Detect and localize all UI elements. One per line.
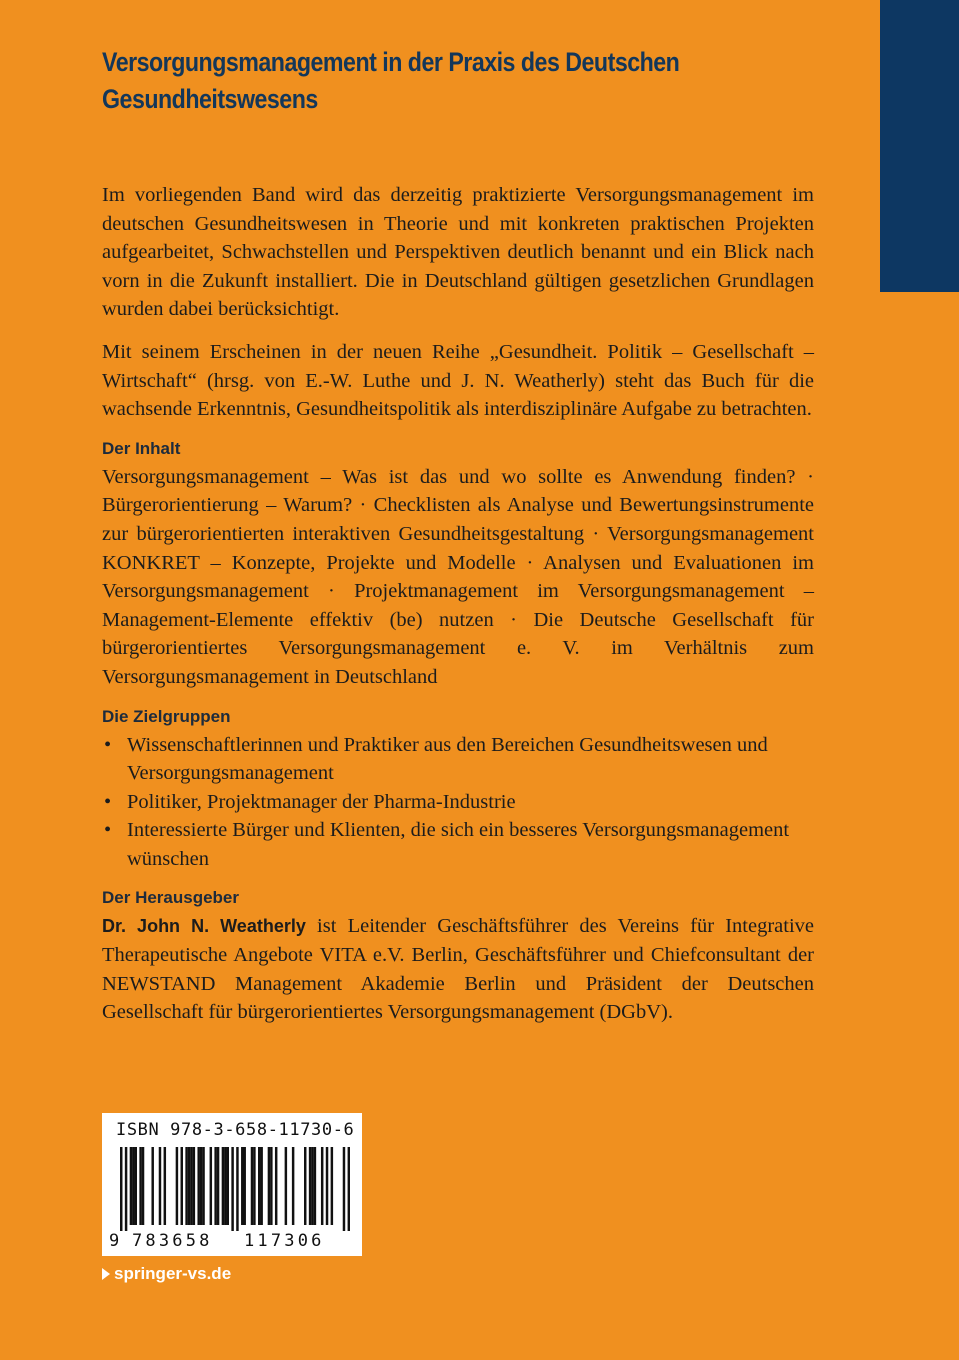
isbn-label: ISBN 978-3-658-11730-6	[116, 1120, 355, 1140]
isbn-barcode	[102, 1113, 362, 1256]
editor-name: Dr. John N. Weatherly	[102, 916, 306, 937]
barcode-bar	[270, 1147, 272, 1225]
editor-bio	[102, 912, 814, 1026]
editor-heading: Der Herausgeber	[102, 888, 240, 908]
intro-paragraph-1: Im vorliegenden Band wird das derzeitig praktizierte Versorgungsmanagement im deutschen Gesundheitswesen in Theorie und mit konkreten praktischen Projekten aufgearbeitet, Schwachstellen und Perspektiven deutlich benannt und ein Blick nach vorn in die Zukunft installiert. Die in Deutschland gültigen gesetzlichen Grundlagen wurden dabei berücksichtigt.	[102, 184, 814, 321]
book-title: Versorgungsmanagement in der Praxis des Deutschen Gesundheitswesens	[102, 47, 680, 114]
barcode-bar	[125, 1147, 127, 1231]
barcode-bar	[348, 1147, 350, 1231]
list-item	[102, 816, 814, 873]
barcode-bar	[326, 1147, 328, 1225]
audience-heading: Die Zielgruppen	[102, 706, 231, 726]
barcode-bar	[159, 1147, 161, 1225]
barcode-bar	[241, 1147, 243, 1225]
bullet-icon: •	[104, 819, 112, 842]
barcode-bar	[142, 1147, 144, 1225]
list-item	[102, 788, 814, 817]
barcode-bar	[292, 1147, 294, 1225]
bullet-icon: •	[104, 790, 112, 813]
arrow-right-icon	[102, 1268, 110, 1280]
barcode-bar	[222, 1147, 224, 1225]
barcode-bar	[139, 1147, 141, 1225]
list-item-text: Wissenschaftlerinnen und Praktiker aus den Bereichen Gesundheitswesen und Versorgungsmanagement	[127, 733, 768, 785]
barcode-right-digits: 117306	[244, 1231, 325, 1251]
website-label: springer-vs.de	[114, 1264, 232, 1283]
barcode-bar	[135, 1147, 137, 1225]
bullet-icon: •	[104, 733, 112, 756]
audience-list	[102, 731, 814, 874]
contents-heading: Der Inhalt	[102, 438, 181, 458]
barcode-bar	[311, 1147, 313, 1225]
spine-accent-bar	[880, 0, 959, 292]
barcode-bar	[253, 1147, 255, 1225]
barcode-bar	[309, 1147, 311, 1225]
barcode-bar	[188, 1147, 190, 1225]
barcode-bar	[130, 1147, 132, 1225]
barcode-bar	[227, 1147, 229, 1225]
barcode-bar	[197, 1147, 199, 1225]
barcode-bar	[251, 1147, 253, 1225]
barcode-bar	[331, 1147, 333, 1225]
back-cover-content	[102, 44, 814, 1027]
barcode-bar	[181, 1147, 183, 1225]
barcode-bar	[258, 1147, 260, 1225]
barcode-bar	[231, 1147, 233, 1231]
barcode-bar	[120, 1147, 122, 1231]
barcode-bar	[343, 1147, 345, 1231]
barcode-bar	[214, 1147, 216, 1225]
barcode-bar	[210, 1147, 212, 1225]
barcode-left-digits: 783658	[132, 1231, 213, 1251]
barcode-bar	[321, 1147, 323, 1225]
barcode-bar	[200, 1147, 202, 1225]
publisher-website[interactable]	[102, 1264, 231, 1284]
list-item-text: Interessierte Bürger und Klienten, die sich ein besseres Versorgungsmanagement wünschen	[127, 819, 790, 870]
barcode-bar	[132, 1147, 134, 1225]
barcode-bar	[243, 1147, 245, 1225]
barcode-bar	[193, 1147, 195, 1225]
list-item	[102, 731, 814, 788]
barcode-bar	[314, 1147, 316, 1225]
barcode-bar	[151, 1147, 153, 1225]
barcode-icon	[120, 1147, 350, 1231]
barcode-bar	[190, 1147, 192, 1225]
barcode-bar	[304, 1147, 306, 1225]
barcode-lead-digit: 9	[109, 1231, 120, 1251]
list-item-text: Politiker, Projektmanager der Pharma-Industrie	[127, 790, 516, 813]
intro-paragraph-2: Mit seinem Erscheinen in der neuen Reihe „Gesundheit. Politik – Gesellschaft – Wirtschaft“ (hrsg. von E.-W. Luthe und J. N. Weatherly) steht das Buch für die wachsende Erkenntnis, Gesundheitspolitik als interdisziplinäre Aufgabe zu betrachten.	[102, 340, 814, 421]
barcode-bar	[236, 1147, 238, 1231]
barcode-bar	[176, 1147, 178, 1225]
barcode-bar	[164, 1147, 166, 1225]
barcode-bar	[202, 1147, 204, 1225]
barcode-bar	[185, 1147, 187, 1225]
barcode-bar	[268, 1147, 270, 1225]
contents-text: Versorgungsmanagement – Was ist das und wo sollte es Anwendung finden? · Bürgerorientierung – Warum? · Checklisten als Analyse und Bewertungsinstrumente zur bürgerorientierten interaktiven Gesundheitsgestaltung · Versorgungsmanagement KONKRET – Konzepte, Projekte und Modelle · Analysen und Evaluationen im Versorgungsmanagement · Projektmanagement im Versorgungsmanagement – Management-Elemente effektiv (be) nutzen · Die Deutsche Gesellschaft für bürgerorientiertes Versorgungsmanagement e. V. im Verhältnis zum Versorgungsmanagement in Deutschland	[102, 465, 814, 688]
barcode-bar	[275, 1147, 277, 1225]
barcode-bar	[217, 1147, 219, 1225]
barcode-bar	[224, 1147, 226, 1225]
barcode-bar	[260, 1147, 262, 1225]
editor-bio-text: ist Leitender Geschäftsführer des Vereins für Integrative Therapeutische Angebote VITA e.V. Berlin, Geschäftsführer und Chiefconsultant der NEWSTAND Management Akademie Berlin und Präsident der Deutschen Gesellschaft für bürgerorientiertes Versorgungsmanagement (DGbV).	[102, 915, 814, 1024]
barcode-bar	[285, 1147, 287, 1225]
